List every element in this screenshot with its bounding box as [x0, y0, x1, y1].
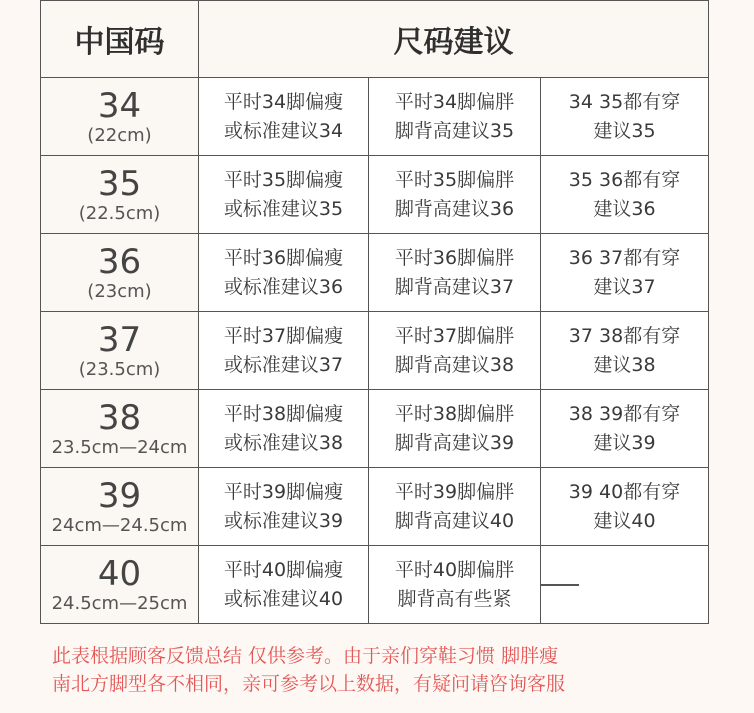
both-sizes-advice [541, 78, 709, 156]
size-cm: 24cm—24.5cm [51, 514, 188, 536]
advice-line: 38 39都有穿 [568, 402, 681, 425]
advice-line: 34 35都有穿 [568, 90, 681, 113]
advice-line: 平时40脚偏瘦 [223, 558, 344, 581]
advice-line: 或标准建议39 [223, 509, 344, 532]
table-row [41, 156, 709, 234]
thin-foot-advice [199, 546, 369, 624]
size-number: 35 [97, 163, 142, 204]
advice-line: 平时36脚偏瘦 [223, 246, 344, 269]
size-number: 38 [97, 397, 142, 438]
size-cell [41, 312, 199, 390]
advice-line: 或标准建议38 [223, 431, 344, 454]
note-line: 此表根据顾客反馈总结 仅供参考。由于亲们穿鞋习惯 脚胖瘦 [52, 645, 559, 667]
thin-foot-advice [199, 234, 369, 312]
advice-line: 平时40脚偏胖 [394, 558, 515, 581]
advice-line: 脚背高建议37 [394, 275, 515, 298]
size-table-container [40, 0, 708, 624]
advice-line: 平时34脚偏瘦 [223, 90, 344, 113]
both-sizes-advice [541, 156, 709, 234]
size-cm: (22cm) [87, 124, 152, 146]
both-sizes-advice [541, 312, 709, 390]
table-row [41, 312, 709, 390]
advice-line: 建议39 [593, 431, 656, 454]
advice-line: 平时37脚偏胖 [394, 324, 515, 347]
both-sizes-advice [541, 390, 709, 468]
thin-foot-advice [199, 468, 369, 546]
thin-foot-advice [199, 156, 369, 234]
advice-line: 平时37脚偏瘦 [223, 324, 344, 347]
advice-line: 建议40 [593, 509, 656, 532]
advice-line: 建议36 [593, 197, 656, 220]
size-cell [41, 156, 199, 234]
advice-line: 脚背高建议35 [394, 119, 515, 142]
thin-foot-advice [199, 390, 369, 468]
advice-line: 平时39脚偏胖 [394, 480, 515, 503]
wide-foot-advice [369, 468, 541, 546]
size-number: 37 [97, 319, 142, 360]
advice-line: 35 36都有穿 [568, 168, 681, 191]
table-row [41, 390, 709, 468]
advice-line: 或标准建议36 [223, 275, 344, 298]
size-number: 40 [97, 553, 142, 594]
both-sizes-advice [541, 234, 709, 312]
both-sizes-advice [541, 468, 709, 546]
advice-line: 或标准建议34 [223, 119, 344, 142]
advice-line: 36 37都有穿 [568, 246, 681, 269]
wide-foot-advice [369, 78, 541, 156]
no-advice-cell [541, 546, 709, 624]
size-number: 39 [97, 475, 142, 516]
advice-line: 或标准建议35 [223, 197, 344, 220]
advice-line: 或标准建议37 [223, 353, 344, 376]
size-cm: 24.5cm—25cm [51, 592, 188, 614]
table-row [41, 234, 709, 312]
advice-line: 平时34脚偏胖 [394, 90, 515, 113]
size-table [40, 0, 709, 624]
thin-foot-advice [199, 312, 369, 390]
table-row [41, 546, 709, 624]
size-cm: (23cm) [87, 280, 152, 302]
size-number: 34 [97, 85, 142, 126]
wide-foot-advice [369, 156, 541, 234]
advice-line: 平时39脚偏瘦 [223, 480, 344, 503]
advice-line: 平时38脚偏胖 [394, 402, 515, 425]
disclaimer-note [52, 642, 565, 698]
size-column-header: 中国码 [41, 1, 199, 78]
table-row [41, 468, 709, 546]
advice-line: 37 38都有穿 [568, 324, 681, 347]
size-cell [41, 468, 199, 546]
note-line: 南北方脚型各不相同，亲可参考以上数据，有疑问请咨询客服 [52, 673, 566, 695]
advice-line: 平时35脚偏胖 [394, 168, 515, 191]
advice-line: 脚背高建议38 [394, 353, 515, 376]
advice-line: 脚背高建议40 [394, 509, 515, 532]
wide-foot-advice [369, 234, 541, 312]
size-number: 36 [97, 241, 142, 282]
size-cm: (22.5cm) [78, 202, 161, 224]
advice-line: 平时36脚偏胖 [394, 246, 515, 269]
advice-line: 建议35 [593, 119, 656, 142]
size-cell [41, 390, 199, 468]
advice-line: 平时38脚偏瘦 [223, 402, 344, 425]
wide-foot-advice [369, 390, 541, 468]
advice-column-header: 尺码建议 [199, 1, 709, 78]
advice-line: 建议38 [593, 353, 656, 376]
table-header-row [41, 1, 709, 78]
size-cell [41, 78, 199, 156]
wide-foot-advice [369, 312, 541, 390]
advice-line: 建议37 [593, 275, 656, 298]
size-cell [41, 546, 199, 624]
size-cm: 23.5cm—24cm [51, 436, 188, 458]
wide-foot-advice [369, 546, 541, 624]
size-cell [41, 234, 199, 312]
size-cm: (23.5cm) [78, 358, 161, 380]
advice-line: 脚背高建议39 [394, 431, 515, 454]
dash-placeholder [541, 584, 579, 586]
thin-foot-advice [199, 78, 369, 156]
advice-line: 平时35脚偏瘦 [223, 168, 344, 191]
advice-line: 脚背高有些紧 [397, 587, 512, 610]
table-row [41, 78, 709, 156]
advice-line: 脚背高建议36 [394, 197, 515, 220]
advice-line: 39 40都有穿 [568, 480, 681, 503]
advice-line: 或标准建议40 [223, 587, 344, 610]
